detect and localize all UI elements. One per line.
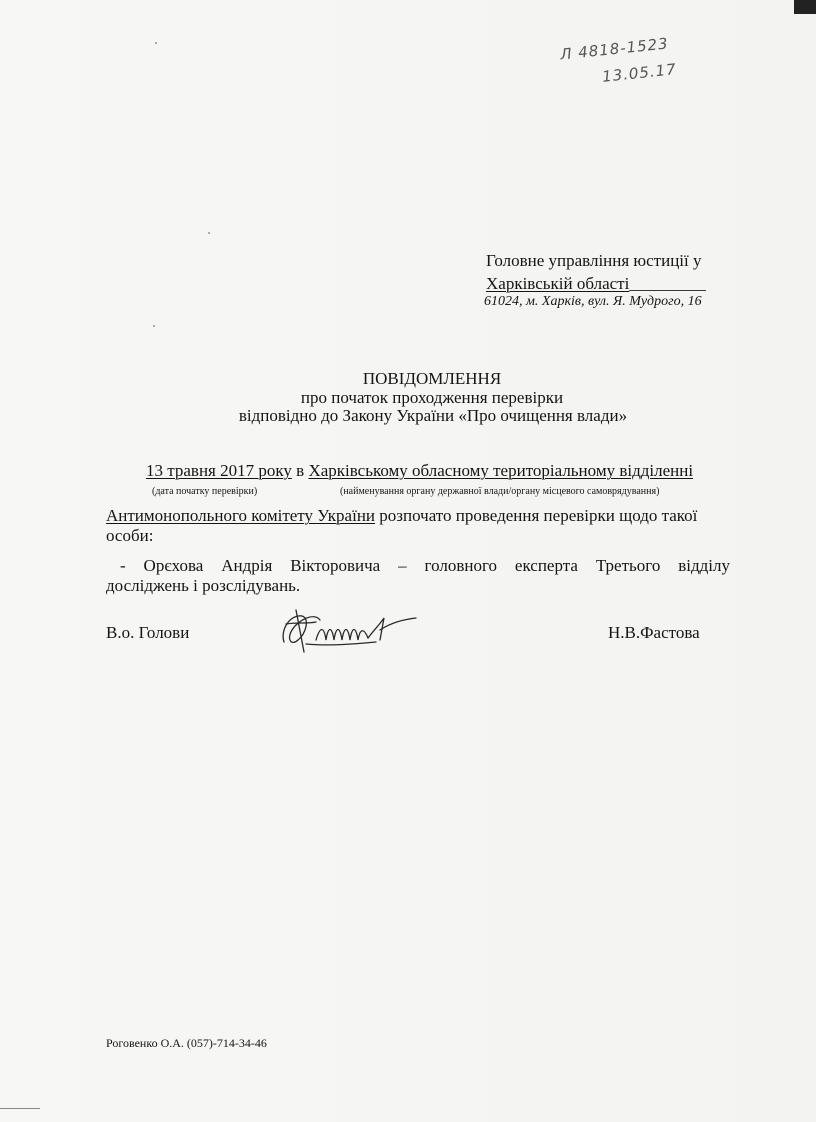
- in-word: в: [296, 461, 305, 480]
- handwritten-registration-number: Л 4818-1523: [559, 34, 670, 64]
- body-text-after-org: розпочато проведення перевірки щодо такої: [379, 506, 698, 525]
- organization-name-part1: Харківському обласному територіальному відділенні: [308, 461, 694, 480]
- scan-speck: [153, 325, 155, 327]
- recipient-line2: [486, 274, 706, 294]
- recipient-blank: _________: [629, 274, 706, 293]
- signature-image: [276, 600, 426, 660]
- scan-speck: [155, 42, 157, 44]
- notice-title: ПОВІДОМЛЕННЯ: [362, 369, 502, 388]
- recipient-address: 61024, м. Харків, вул. Я. Мудрого, 16: [484, 294, 702, 309]
- signatory-name: Н.В.Фастова: [608, 623, 700, 642]
- check-start-date: 13 травня 2017 року: [146, 461, 292, 480]
- organization-name-part2: Антимонопольного комітету України: [106, 506, 376, 525]
- scan-edge-line: [0, 1108, 40, 1109]
- recipient-line1: Головне управління юстиції у: [486, 251, 702, 270]
- body-paragraph: [106, 506, 726, 525]
- person-line-2: досліджень і розслідувань.: [106, 576, 301, 595]
- signatory-position: В.о. Голови: [106, 623, 190, 642]
- body-text-line2: особи:: [106, 526, 154, 545]
- organization-caption: (найменування органу державної влади/органу місцевого самоврядування): [340, 486, 660, 497]
- notice-subtitle-2: відповідно до Закону України «Про очищення влади»: [238, 406, 628, 425]
- person-line-1: - Орєхова Андрія Вікторовича – головного експерта Третього відділу: [120, 556, 730, 575]
- handwritten-registration-date: 13.05.17: [601, 60, 678, 86]
- notice-subtitle-1: про початок проходження перевірки: [300, 388, 564, 407]
- footer-contact: Роговенко О.А. (057)-714-34-46: [106, 1036, 267, 1050]
- recipient-region: Харківській області: [486, 274, 630, 293]
- scan-edge-mark: [794, 0, 816, 14]
- check-line: [146, 461, 693, 481]
- date-caption: (дата початку перевірки): [152, 486, 258, 497]
- scan-speck: [208, 232, 210, 234]
